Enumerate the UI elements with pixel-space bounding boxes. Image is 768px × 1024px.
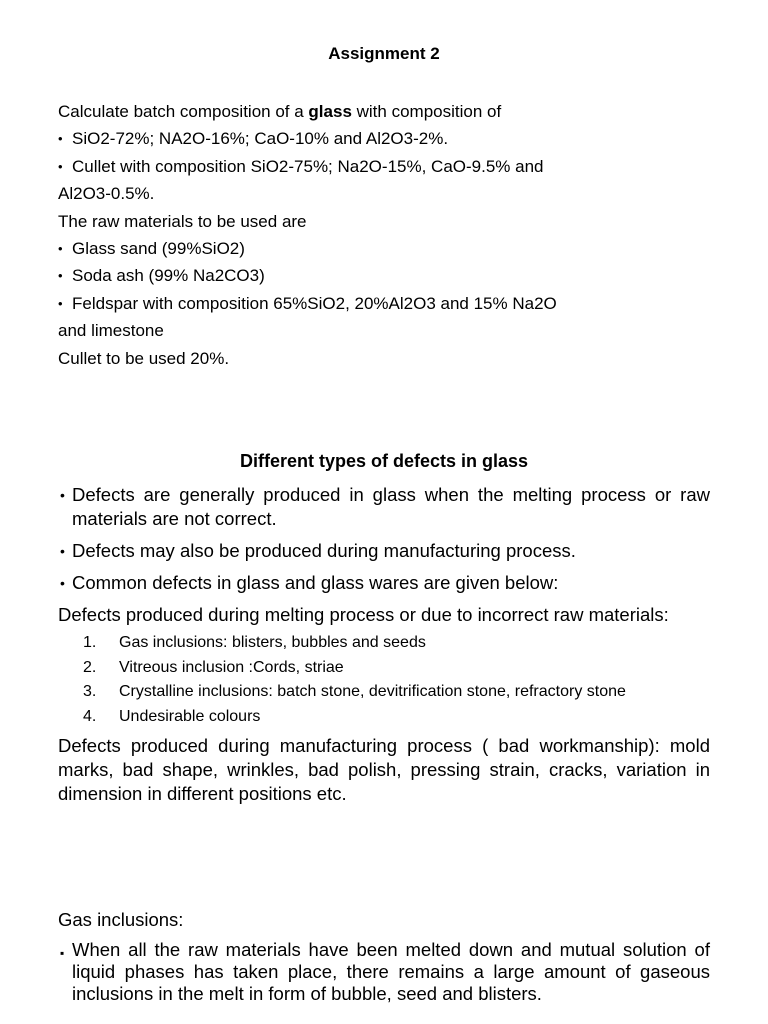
defect-bullet	[58, 539, 710, 563]
bullet-text: SiO2-72%; NA2O-16%; CaO-10% and Al2O3-2%.	[72, 129, 449, 149]
defect-bullet	[58, 571, 710, 595]
defect-bullet	[58, 483, 710, 531]
bullet-text: Defects are generally produced in glass when the melting process or raw materials are not correct.	[72, 484, 710, 529]
assignment-title: Assignment 2	[328, 44, 440, 63]
melting-defects-heading: Defects produced during melting process or due to incorrect raw materials:	[58, 604, 669, 625]
bullet-icon: •	[60, 543, 65, 559]
bold-text-run: glass	[308, 102, 352, 121]
manufacturing-defects-paragraph: Defects produced during manufacturing process ( bad workmanship): mold marks, bad shape, wrinkles, bad polish, pressing strain, cracks, variation in dimension in different positions etc.	[58, 734, 710, 804]
gas-bullet	[58, 939, 710, 1005]
list-item	[58, 680, 710, 705]
gas-inclusions-section	[58, 939, 710, 1013]
list-number: 2.	[83, 658, 97, 676]
assignment-line: and limestone	[58, 321, 164, 341]
gas-inclusions-title: Gas inclusions:	[58, 909, 184, 930]
list-item	[58, 631, 710, 656]
bullet-icon: •	[58, 268, 63, 284]
bullet-text: Feldspar with composition 65%SiO2, 20%Al2O3 and 15% Na2O	[72, 293, 557, 313]
bullet-icon: •	[58, 158, 63, 174]
text-run: with composition of	[351, 102, 502, 121]
assignment-line	[58, 98, 678, 125]
text-run: Calculate batch composition of a	[58, 102, 309, 121]
assignment-bullet	[58, 153, 678, 180]
bullet-icon: •	[58, 295, 63, 311]
assignment-bullet	[58, 235, 678, 262]
assignment-line: The raw materials to be used are	[58, 211, 307, 231]
assignment-bullet	[58, 290, 678, 317]
list-number: 3.	[83, 683, 97, 701]
bullet-text: Cullet with composition SiO2-75%; Na2O-15%, CaO-9.5% and	[72, 156, 544, 176]
list-item-text: Vitreous inclusion :Cords, striae	[119, 658, 344, 676]
square-bullet-icon: ▪	[60, 946, 65, 960]
bullet-icon: •	[58, 131, 63, 147]
list-number: 1.	[83, 634, 97, 651]
list-item-text: Crystalline inclusions: batch stone, devitrification stone, refractory stone	[119, 683, 626, 701]
list-item-text: Gas inclusions: blisters, bubbles and seeds	[119, 634, 426, 651]
bullet-icon: •	[60, 487, 65, 503]
bullet-text: Common defects in glass and glass wares are given below:	[72, 572, 559, 593]
assignment-line: Al2O3-0.5%.	[58, 184, 155, 204]
defects-section-title: Different types of defects in glass	[239, 451, 529, 471]
list-item	[58, 705, 710, 730]
list-item	[58, 656, 710, 681]
bullet-icon: •	[58, 241, 63, 257]
assignment-bullet	[58, 262, 678, 289]
bullet-text: Glass sand (99%SiO2)	[72, 239, 245, 259]
assignment-bullet	[58, 125, 678, 152]
bullet-text: Defects may also be produced during manufacturing process.	[72, 540, 576, 561]
assignment-body	[58, 98, 678, 372]
list-item-text: Undesirable colours	[119, 708, 261, 726]
bullet-text: Soda ash (99% Na2CO3)	[72, 266, 265, 286]
defects-section	[58, 483, 710, 810]
bullet-icon: •	[60, 575, 65, 591]
list-number: 4.	[83, 708, 97, 726]
melting-defects-list	[58, 631, 710, 730]
bullet-text: When all the raw materials have been melted down and mutual solution of liquid phases has taken place, there remains a large amount of gaseous inclusions in the melt in form of bubble, seed and blisters.	[72, 939, 710, 1004]
assignment-line: Cullet to be used 20%.	[58, 348, 230, 368]
